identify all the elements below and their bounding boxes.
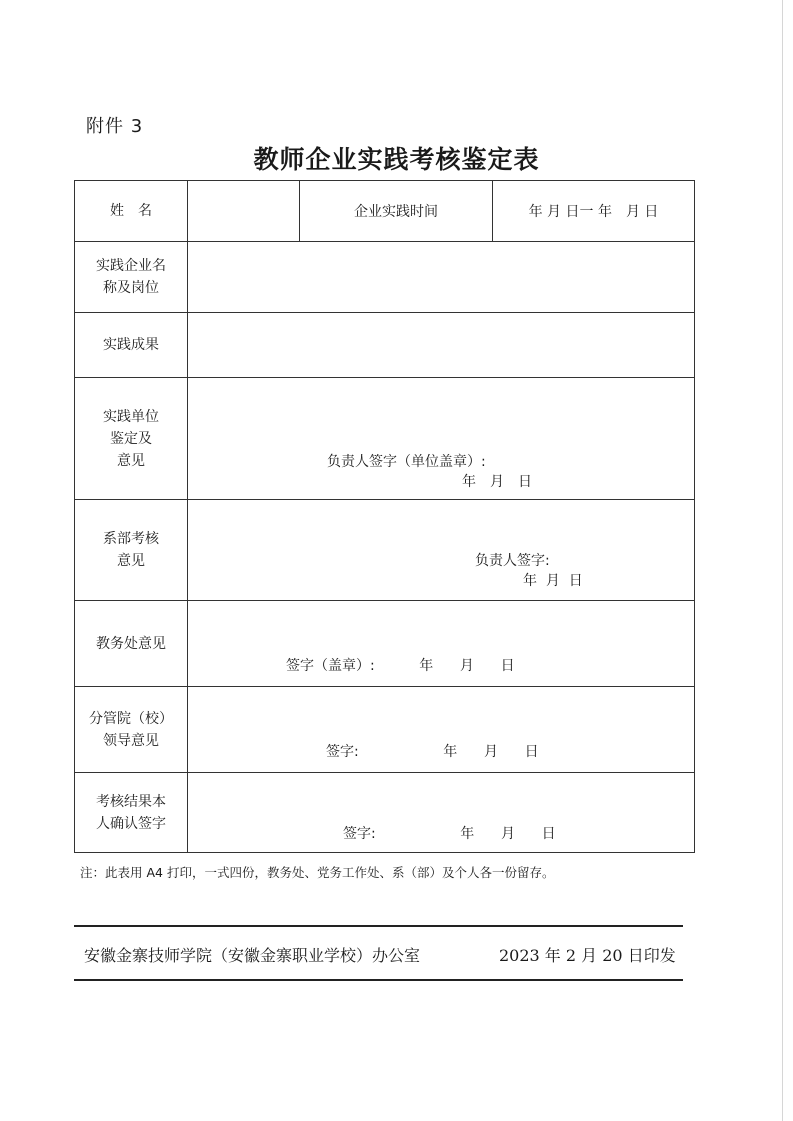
- footer-issue-date: 2023 年 2 月 20 日印发: [499, 946, 676, 965]
- academic-signature-line: 签字（盖章）: 年 月 日: [286, 658, 515, 674]
- row-unit-opinion: [75, 378, 695, 500]
- attachment-label: 附件 3: [86, 116, 144, 137]
- academic-opinion-label: 教务处意见: [75, 601, 188, 687]
- dept-date: 年 月 日: [523, 573, 583, 589]
- row-confirm: [75, 773, 695, 853]
- unit-date: 年 月 日: [462, 474, 532, 490]
- leader-signature-line: 签字: 年 月 日: [326, 744, 539, 760]
- confirm-field[interactable]: [188, 773, 695, 853]
- practice-time-label: 企业实践时间: [300, 181, 493, 242]
- company-label: 实践企业名 称及岗位: [75, 242, 188, 313]
- assessment-form-table: [74, 180, 695, 853]
- row-leader-opinion: [75, 687, 695, 773]
- footer-bottom-rule: [74, 979, 683, 981]
- document-title: 教师企业实践考核鉴定表: [253, 145, 540, 174]
- practice-time-field[interactable]: 年 月 日一 年 月 日: [493, 181, 695, 242]
- name-label: 姓 名: [75, 181, 188, 242]
- dept-opinion-label: 系部考核 意见: [75, 500, 188, 601]
- unit-opinion-field[interactable]: [188, 378, 695, 500]
- results-label: 实践成果: [75, 313, 188, 378]
- results-field[interactable]: [188, 313, 695, 378]
- leader-opinion-label: 分管院（校） 领导意见: [75, 687, 188, 773]
- row-company: [75, 242, 695, 313]
- leader-opinion-field[interactable]: [188, 687, 695, 773]
- row-results: [75, 313, 695, 378]
- row-academic-opinion: [75, 601, 695, 687]
- footer-top-rule: [74, 925, 683, 927]
- dept-signature-label: 负责人签字:: [475, 553, 550, 569]
- academic-opinion-field[interactable]: [188, 601, 695, 687]
- company-field[interactable]: [188, 242, 695, 313]
- confirm-signature-line: 签字: 年 月 日: [343, 826, 556, 842]
- print-note: 注：此表用 A4 打印，一式四份，教务处、党务工作处、系（部）及个人各一份留存。: [80, 865, 555, 880]
- footer-issuer: 安徽金寨技师学院（安徽金寨职业学校）办公室: [84, 946, 421, 965]
- dept-opinion-field[interactable]: [188, 500, 695, 601]
- name-field[interactable]: [188, 181, 300, 242]
- confirm-label: 考核结果本 人确认签字: [75, 773, 188, 853]
- row-name: [75, 181, 695, 242]
- unit-signature-label: 负责人签字（单位盖章）:: [327, 454, 486, 470]
- row-dept-opinion: [75, 500, 695, 601]
- unit-opinion-label: 实践单位 鉴定及 意见: [75, 378, 188, 500]
